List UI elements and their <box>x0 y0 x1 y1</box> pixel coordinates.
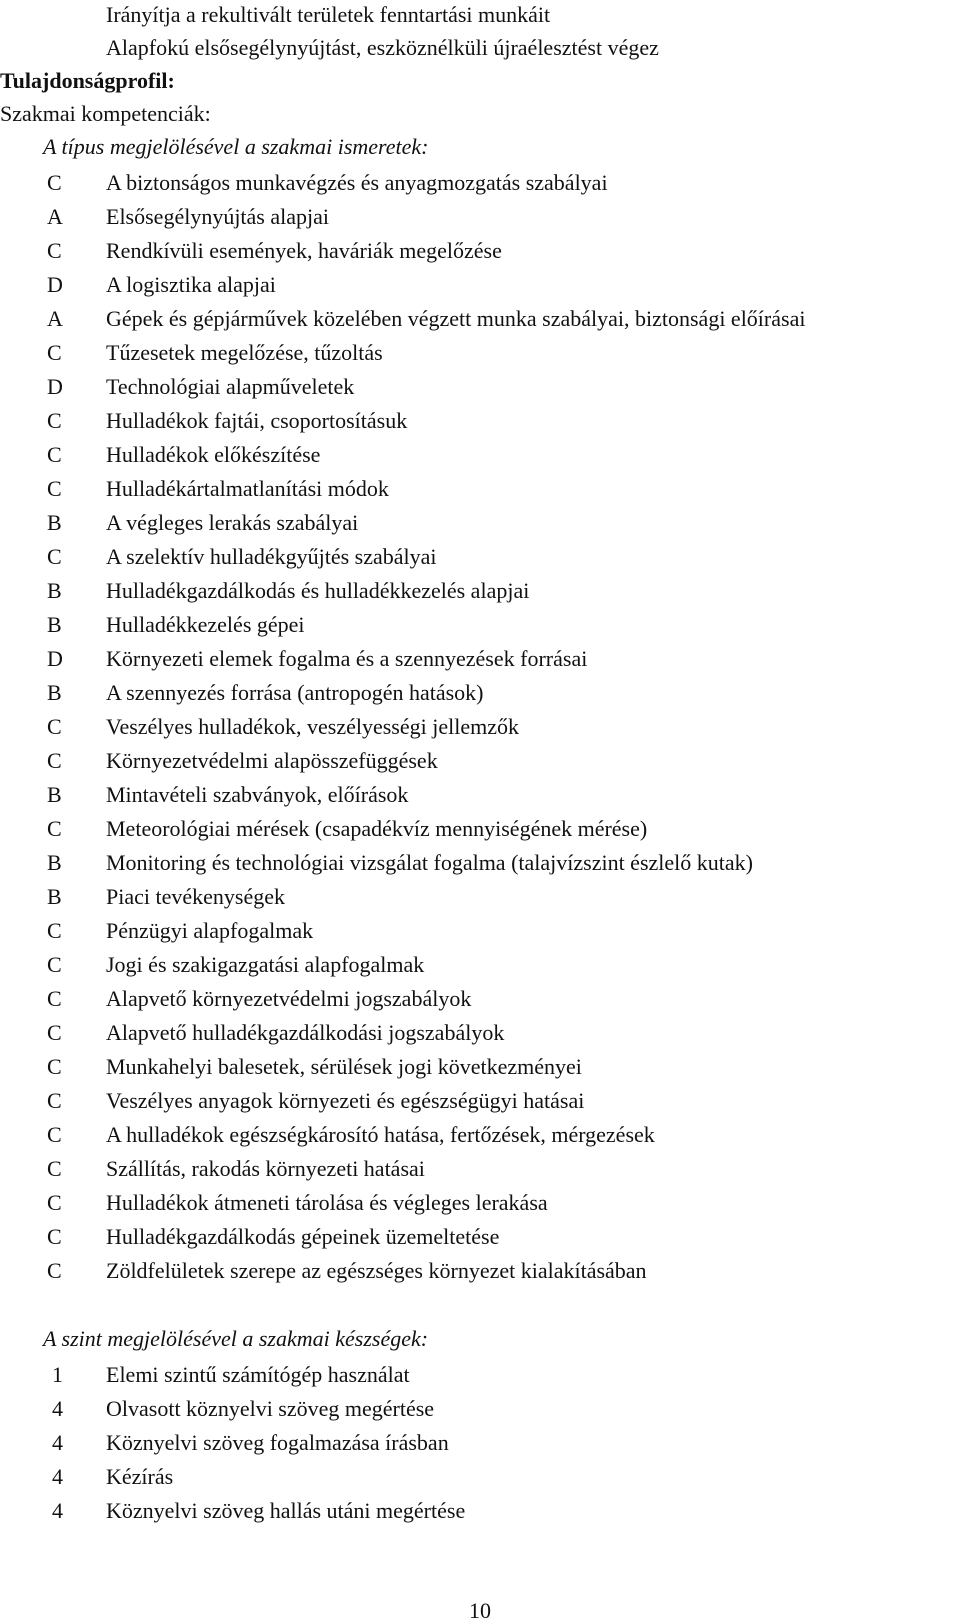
knowledge-type-code: B <box>47 612 62 637</box>
knowledge-item-text: Veszélyes anyagok környezeti és egészségügyi hatásai <box>106 1088 585 1113</box>
profile-heading: Tulajdonságprofil: <box>0 68 175 93</box>
knowledge-item-text: Pénzügyi alapfogalmak <box>106 918 314 943</box>
knowledge-type-code: D <box>47 374 63 399</box>
knowledge-item-text: Hulladékok fajtái, csoportosításuk <box>106 408 408 433</box>
knowledge-item-text: Tűzesetek megelőzése, tűzoltás <box>106 340 383 365</box>
knowledge-type-code: C <box>47 1122 62 1147</box>
knowledge-item-text: Rendkívüli események, haváriák megelőzése <box>106 238 502 263</box>
knowledge-item-text: Mintavételi szabványok, előírások <box>106 782 409 807</box>
knowledge-type-code: C <box>47 544 62 569</box>
knowledge-type-code: C <box>47 1054 62 1079</box>
knowledge-item-text: Szállítás, rakodás környezeti hatásai <box>106 1156 425 1181</box>
knowledge-item-text: Hulladékgazdálkodás gépeinek üzemeltetése <box>106 1224 500 1249</box>
knowledge-type-code: C <box>47 1190 62 1215</box>
knowledge-type-code: B <box>47 578 62 603</box>
skill-item-text: Elemi szintű számítógép használat <box>106 1362 410 1387</box>
knowledge-item-text: Alapvető hulladékgazdálkodási jogszabályok <box>106 1020 505 1045</box>
knowledge-type-code: C <box>47 408 62 433</box>
knowledge-item-text: Meteorológiai mérések (csapadékvíz mennyiségének mérése) <box>106 816 648 841</box>
knowledge-item-text: Zöldfelületek szerepe az egészséges környezet kialakításában <box>106 1258 647 1283</box>
knowledge-item-text: Hulladékok előkészítése <box>106 442 321 467</box>
knowledge-item-text: Monitoring és technológiai vizsgálat fogalma (talajvízszint észlelő kutak) <box>106 850 753 875</box>
knowledge-item-text: Környezetvédelmi alapösszefüggések <box>106 748 438 773</box>
knowledge-type-code: A <box>47 204 63 229</box>
knowledge-type-code: C <box>47 816 62 841</box>
knowledge-item-text: Technológiai alapműveletek <box>106 374 355 399</box>
knowledge-type-code: B <box>47 782 62 807</box>
knowledge-item-text: A biztonságos munkavégzés és anyagmozgatás szabályai <box>106 170 608 195</box>
skill-item-text: Köznyelvi szöveg fogalmazása írásban <box>106 1430 449 1455</box>
knowledge-item-text: Alapvető környezetvédelmi jogszabályok <box>106 986 472 1011</box>
knowledge-type-code: C <box>47 1020 62 1045</box>
knowledge-item-text: Jogi és szakigazgatási alapfogalmak <box>106 952 425 977</box>
knowledge-item-text: Munkahelyi balesetek, sérülések jogi következményei <box>106 1054 582 1079</box>
knowledge-type-code: C <box>47 952 62 977</box>
skill-level: 4 <box>52 1430 63 1455</box>
knowledge-item-text: Veszélyes hulladékok, veszélyességi jellemzők <box>106 714 519 739</box>
knowledge-item-text: A szelektív hulladékgyűjtés szabályai <box>106 544 437 569</box>
knowledge-item-text: A végleges lerakás szabályai <box>106 510 359 535</box>
knowledge-type-code: C <box>47 1088 62 1113</box>
knowledge-item-text: Hulladékgazdálkodás és hulladékkezelés alapjai <box>106 578 530 603</box>
knowledge-type-code: C <box>47 476 62 501</box>
knowledge-type-code: D <box>47 646 63 671</box>
intro-line: Irányítja a rekultivált területek fenntartási munkáit <box>106 2 551 27</box>
knowledge-item-text: Elsősegélynyújtás alapjai <box>106 204 329 229</box>
skill-item-text: Olvasott köznyelvi szöveg megértése <box>106 1396 435 1421</box>
knowledge-type-code: B <box>47 510 62 535</box>
skill-item-text: Köznyelvi szöveg hallás utáni megértése <box>106 1498 466 1523</box>
knowledge-type-code: C <box>47 340 62 365</box>
knowledge-type-code: B <box>47 680 62 705</box>
knowledge-type-code: C <box>47 714 62 739</box>
knowledge-item-text: Gépek és gépjárművek közelében végzett munka szabályai, biztonsági előírásai <box>106 306 806 331</box>
knowledge-item-text: A logisztika alapjai <box>106 272 276 297</box>
knowledge-type-code: C <box>47 986 62 1011</box>
knowledge-type-code: D <box>47 272 63 297</box>
knowledge-type-code: C <box>47 1258 62 1283</box>
knowledge-item-text: Hulladékkezelés gépei <box>106 612 305 637</box>
knowledge-item-text: Hulladékártalmatlanítási módok <box>106 476 389 501</box>
knowledge-type-code: B <box>47 850 62 875</box>
intro-line: Alapfokú elsősegélynyújtást, eszköznélküli újraélesztést végez <box>106 35 659 60</box>
knowledge-type-code: C <box>47 442 62 467</box>
knowledge-item-text: Piaci tevékenységek <box>106 884 285 909</box>
knowledge-item-text: Környezeti elemek fogalma és a szennyezések forrásai <box>106 646 588 671</box>
knowledge-type-code: C <box>47 1156 62 1181</box>
knowledge-item-text: A hulladékok egészségkárosító hatása, fertőzések, mérgezések <box>106 1122 655 1147</box>
knowledge-type-code: C <box>47 918 62 943</box>
knowledge-type-code: C <box>47 748 62 773</box>
knowledge-type-code: C <box>47 238 62 263</box>
skill-level: 4 <box>52 1464 63 1489</box>
competencies-heading: Szakmai kompetenciák: <box>0 101 211 126</box>
skill-level: 1 <box>52 1362 63 1387</box>
knowledge-type-code: C <box>47 170 62 195</box>
page-number: 10 <box>469 1598 491 1623</box>
skill-level: 4 <box>52 1498 63 1523</box>
skill-level: 4 <box>52 1396 63 1421</box>
knowledge-type-code: C <box>47 1224 62 1249</box>
knowledge-heading: A típus megjelölésével a szakmai ismeretek: <box>43 134 429 159</box>
skill-item-text: Kézírás <box>106 1464 174 1489</box>
skills-heading: A szint megjelölésével a szakmai készségek: <box>43 1326 429 1351</box>
knowledge-type-code: A <box>47 306 63 331</box>
knowledge-item-text: A szennyezés forrása (antropogén hatások) <box>106 680 484 705</box>
knowledge-type-code: B <box>47 884 62 909</box>
knowledge-item-text: Hulladékok átmeneti tárolása és végleges lerakása <box>106 1190 548 1215</box>
